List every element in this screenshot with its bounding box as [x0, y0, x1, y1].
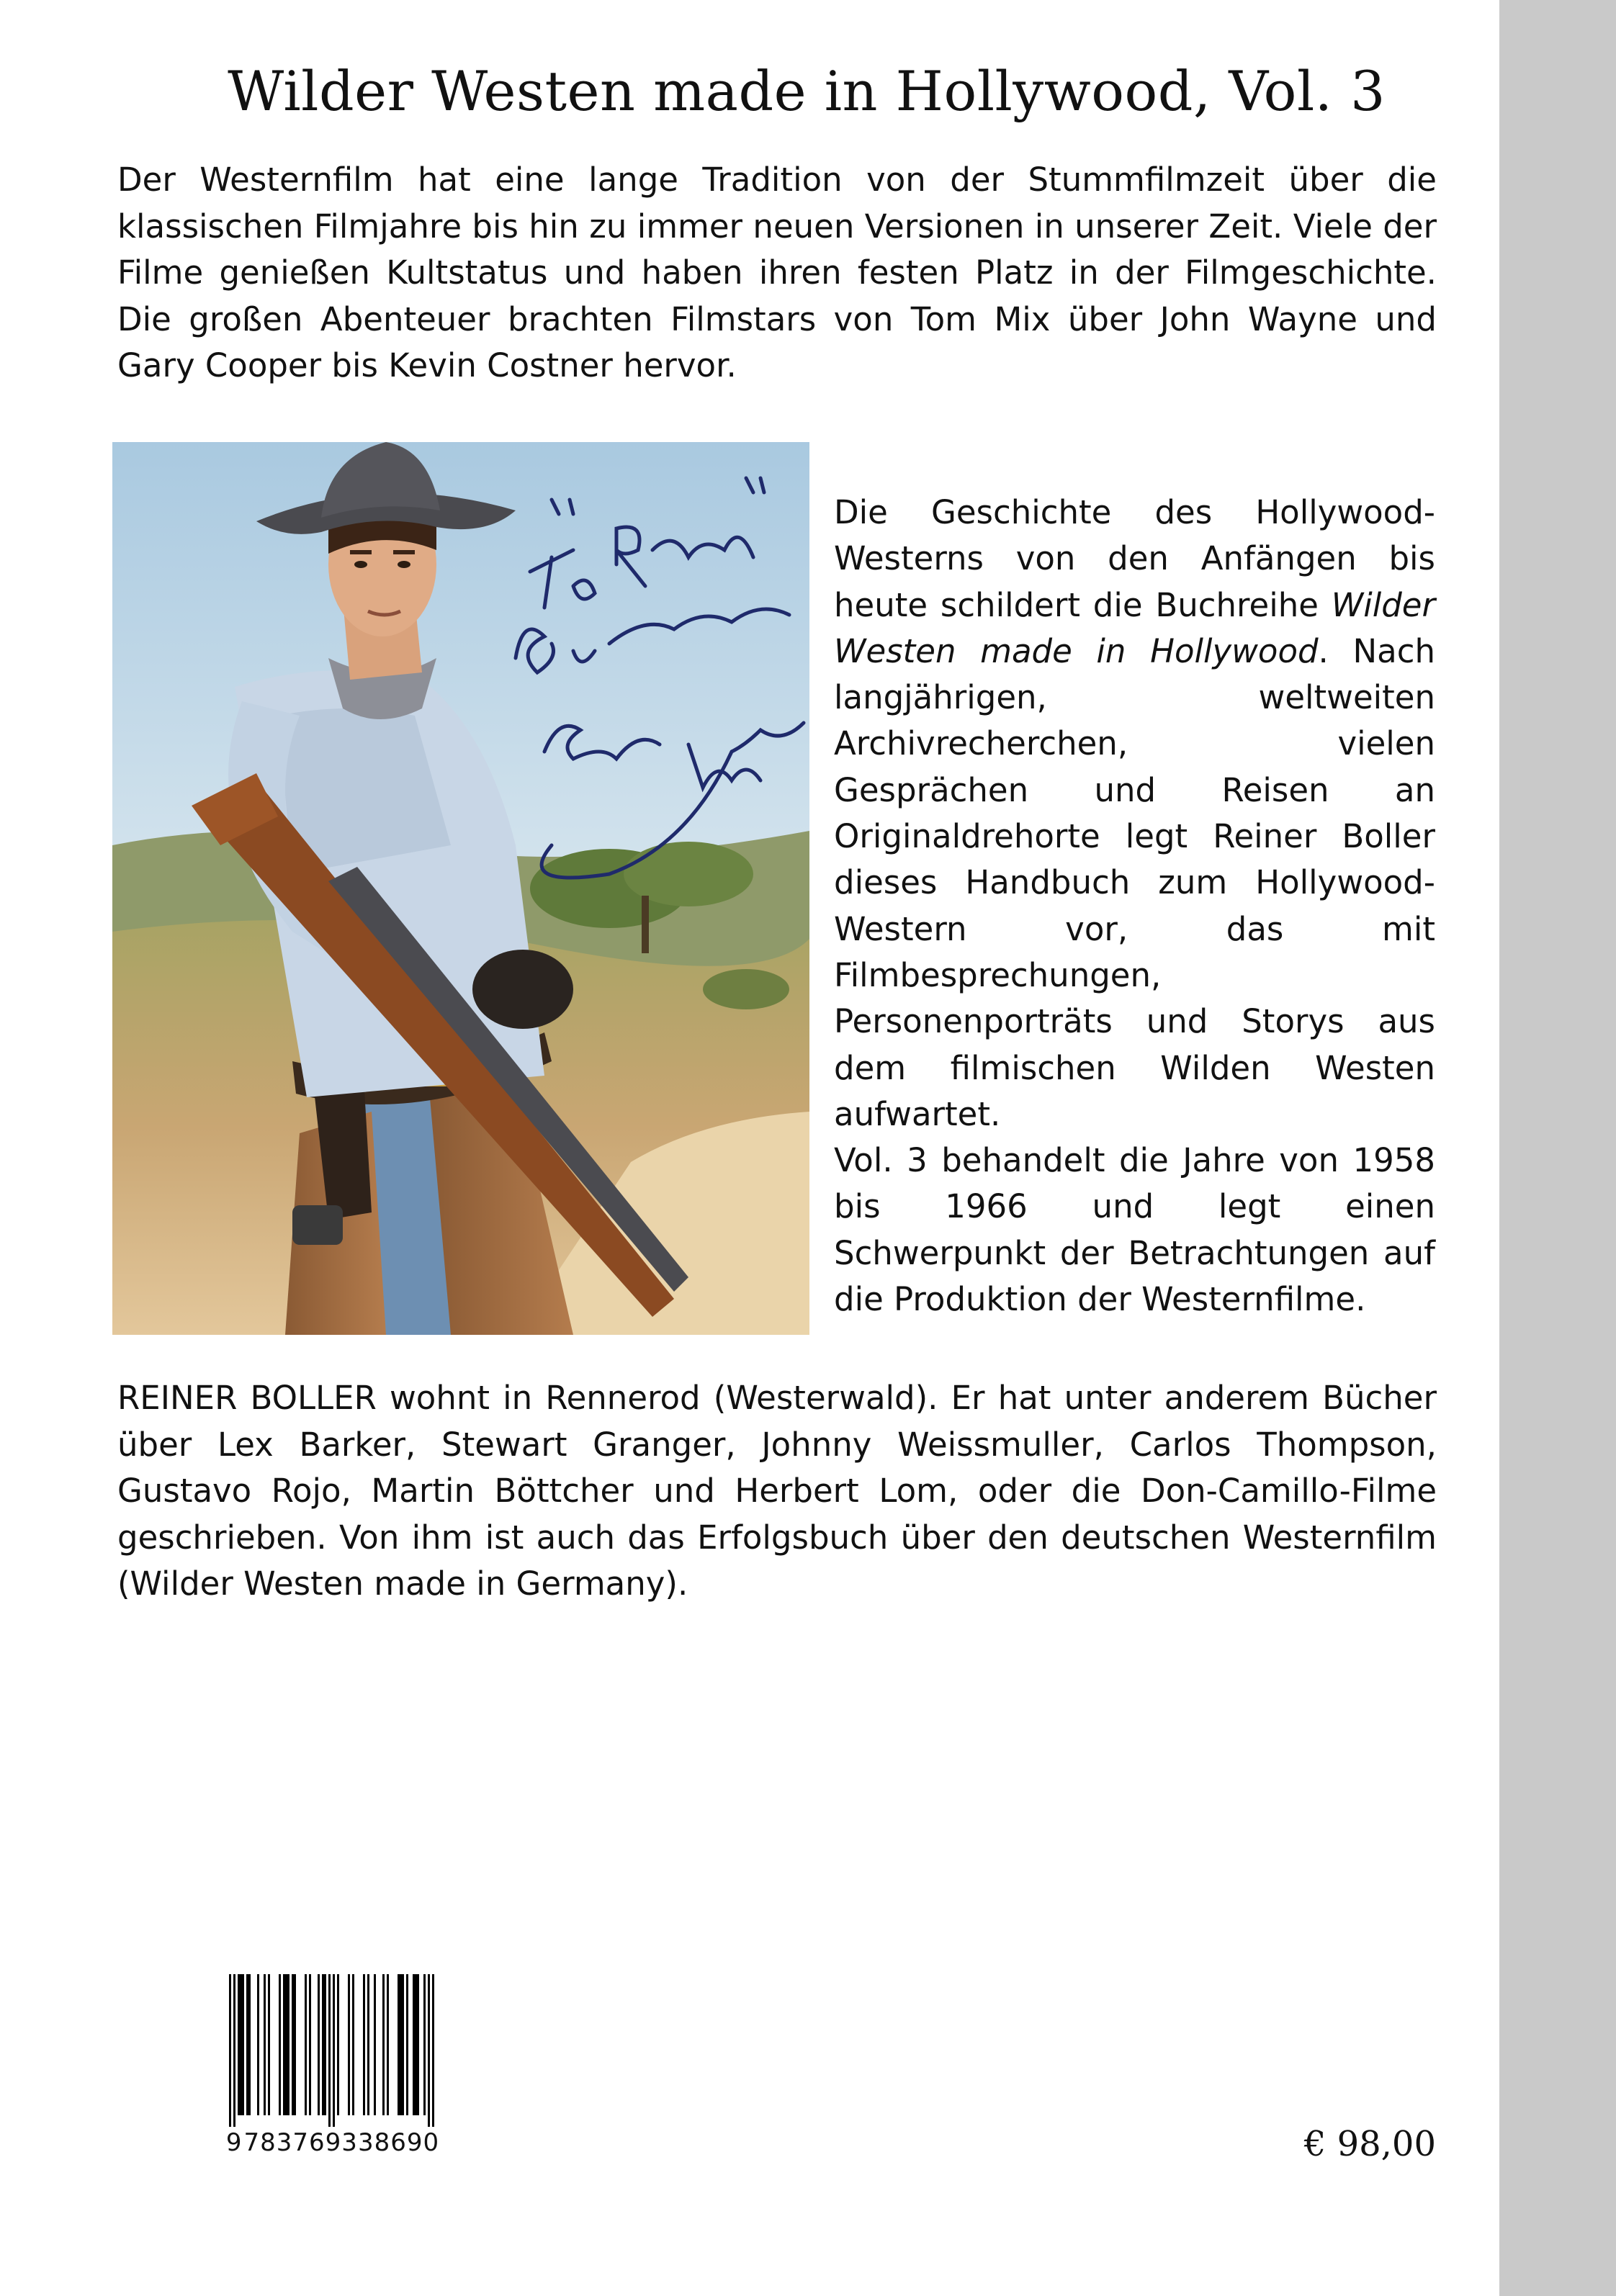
barcode-bar: [352, 1974, 354, 2115]
barcode-bar: [233, 1974, 235, 2127]
barcode-bar: [333, 1974, 335, 2127]
description-text-part1: Die Geschichte des Hollywood-Westerns von den Anfängen bis heute schildert die Buchreihe: [834, 493, 1435, 624]
cover-photo: [112, 442, 809, 1335]
barcode-bar: [242, 1974, 244, 2115]
barcode-bar: [367, 1974, 369, 2115]
barcode-bar: [382, 1974, 385, 2115]
description-column: [834, 490, 1435, 1323]
barcode-bar: [348, 1974, 350, 2115]
barcode-bar: [268, 1974, 270, 2115]
barcode-bar: [240, 1974, 242, 2115]
barcode-bar: [292, 1974, 294, 2115]
barcode-bar: [279, 1974, 281, 2115]
barcode-bar: [324, 1974, 326, 2115]
barcode-bar: [428, 1974, 430, 2127]
barcode-bar: [374, 1974, 376, 2115]
barcode-bar: [318, 1974, 320, 2115]
barcode-bar: [363, 1974, 365, 2115]
barcode-bar: [413, 1974, 415, 2115]
barcode-bar: [264, 1974, 266, 2115]
barcode-bar: [257, 1974, 259, 2115]
series-title-italic: Wilder Westen made in Hollywood: [834, 585, 1435, 670]
barcode-bar: [387, 1974, 389, 2115]
volume-description-paragraph: Vol. 3 behandelt die Jahre von 1958 bis 1966 und legt einen Schwerpunkt der Betrachtungen auf die Produktion der Westernfilme.: [834, 1141, 1435, 1319]
barcode-bar: [337, 1974, 339, 2115]
book-title: Wilder Westen made in Hollywood, Vol. 3: [228, 59, 1386, 123]
barcode-bar: [238, 1974, 240, 2115]
barcode-bar: [246, 1974, 248, 2115]
cowboy-photo-illustration: [112, 442, 809, 1335]
description-paragraph: [834, 490, 1435, 1138]
barcode-bar: [406, 1974, 408, 2115]
barcode-bar: [229, 1974, 231, 2127]
isbn-barcode: [219, 1974, 446, 2163]
barcode-bar: [287, 1974, 289, 2115]
barcode-bar: [423, 1974, 426, 2115]
price-label: € 98,00: [1303, 2124, 1436, 2164]
barcode-bar: [415, 1974, 417, 2115]
barcode-bar: [328, 1974, 331, 2127]
barcode-bar: [248, 1974, 251, 2115]
barcode-bar: [285, 1974, 287, 2115]
barcode-remaining-digits: 783769338690: [243, 2128, 440, 2157]
author-bio-paragraph: REINER BOLLER wohnt in Rennerod (Westerwald). Er hat unter anderem Bücher über Lex Barker, Stewart Granger, Johnny Weissmuller, Carlos Thompson, Gustavo Rojo, Martin Böttcher und Herbert Lom, oder die Don-Camillo-Filme geschrieben. Von ihm ist auch das Erfolgsbuch über den deutschen Westernfilm (Wilder Westen made in Germany).: [117, 1379, 1437, 1603]
barcode-bar: [432, 1974, 434, 2127]
barcode-bar: [283, 1974, 285, 2115]
barcode-digits: [219, 2128, 446, 2157]
barcode-bar: [398, 1974, 400, 2115]
intro-paragraph: Der Westernfilm hat eine lange Tradition von der Stummfilmzeit über die klassischen Filmjahre bis hin zu immer neuen Versionen in unserer Zeit. Viele der Filme genießen Kultstatus und haben ihren festen Platz in der Filmgeschichte. Die großen Abenteuer brachten Filmstars von Tom Mix über John Wayne und Gary Cooper bis Kevin Costner hervor.: [117, 161, 1437, 384]
barcode-bar: [294, 1974, 296, 2115]
description-text-part2: . Nach langjährigen, weltweiten Archivrecherchen, vielen Gesprächen und Reisen an Originaldrehorte legt Reiner Boller dieses Handbuch zum Hollywood-Western vor, das mit Filmbesprechungen, Personenporträts und Storys aus dem filmischen Wilden Westen aufwartet.: [834, 631, 1435, 1133]
book-spine-strip: [1499, 0, 1616, 2296]
barcode-bar: [322, 1974, 324, 2115]
barcode-bar: [309, 1974, 311, 2115]
barcode-bars: [219, 1974, 446, 2127]
barcode-bar: [417, 1974, 419, 2115]
barcode-bar: [402, 1974, 404, 2115]
barcode-bar: [400, 1974, 402, 2115]
barcode-bar: [305, 1974, 307, 2115]
barcode-first-digit: 9: [225, 2128, 243, 2157]
